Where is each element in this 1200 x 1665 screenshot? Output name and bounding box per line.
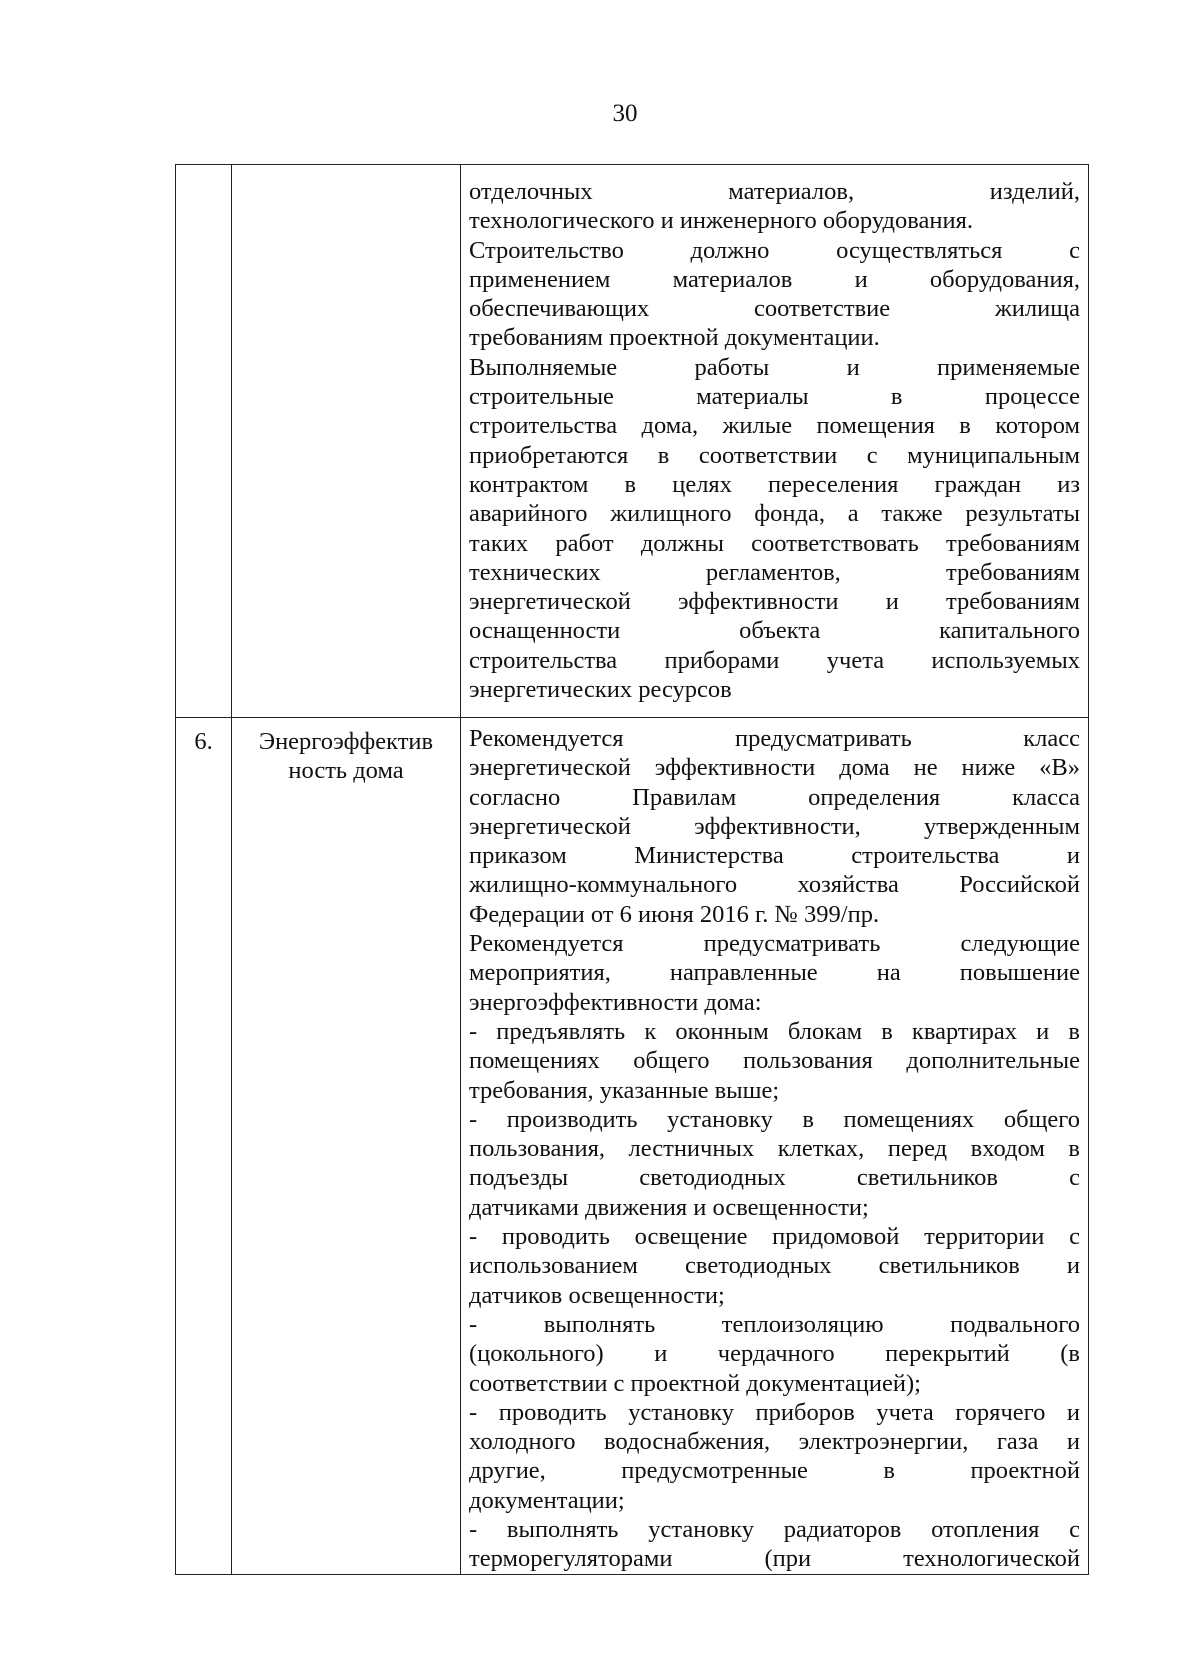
text-line: мероприятия, направленные на повышение: [469, 959, 1080, 987]
text-line: приказом Министерства строительства и: [469, 842, 1080, 870]
text-line: помещениях общего пользования дополнительные: [469, 1047, 1080, 1075]
row-number-cell: 6.: [176, 718, 232, 1575]
text-line: Выполняемые работы и применяемые: [469, 353, 1080, 381]
text-line: - производить установку в помещениях общего: [469, 1105, 1080, 1133]
table-row: [176, 718, 1089, 1575]
text-line: другие, предусмотренные в проектной: [469, 1457, 1080, 1485]
text-line: датчиков освещенности;: [469, 1281, 725, 1309]
text-line: - выполнять установку радиаторов отопления с: [469, 1516, 1080, 1544]
text-line: Федерации от 6 июня 2016 г. № 399/пр.: [469, 900, 880, 928]
text-line: Рекомендуется предусматривать класс: [469, 725, 1080, 752]
text-line: датчиками движения и освещенности;: [469, 1193, 869, 1221]
text-line: - предъявлять к оконным блокам в квартирах и в: [469, 1017, 1080, 1045]
text-line: (цокольного) и чердачного перекрытий (в: [469, 1340, 1080, 1368]
text-line: терморегуляторами (при технологической: [469, 1545, 1080, 1573]
text-line: - проводить установку приборов учета горячего и: [469, 1398, 1080, 1426]
text-line: документации;: [469, 1486, 625, 1514]
row-name-cell: [232, 718, 461, 1575]
text-line: таких работ должны соответствовать требованиям: [469, 529, 1080, 557]
text-line: обеспечивающих соответствие жилища: [469, 295, 1080, 323]
text-line: строительства приборами учета используемых: [469, 646, 1080, 674]
text-line: энергетической эффективности и требованиям: [469, 588, 1080, 616]
text-line: Строительство должно осуществляться с: [469, 236, 1080, 264]
text-line: Рекомендуется предусматривать следующие: [469, 930, 1080, 958]
text-line: приобретаются в соответствии с муниципальным: [469, 441, 1080, 469]
text-line: пользования, лестничных клетках, перед входом в: [469, 1135, 1080, 1163]
text-line: технических регламентов, требованиям: [469, 558, 1080, 586]
text-line: контрактом в целях переселения граждан из: [469, 470, 1080, 498]
text-line: соответствии с проектной документацией);: [469, 1369, 921, 1397]
text-line: подъезды светодиодных светильников с: [469, 1164, 1080, 1192]
row-text-cell: [461, 718, 1089, 1575]
row-number-cell: [176, 165, 232, 718]
page-number: 30: [612, 100, 638, 127]
row-name-line: ность дома: [288, 757, 404, 785]
text-line: энергетической эффективности, утвержденным: [469, 812, 1080, 840]
row-name-cell: [232, 165, 461, 718]
text-line: аварийного жилищного фонда, а также результаты: [469, 500, 1080, 528]
text-line: - выполнять теплоизоляцию подвального: [469, 1310, 1080, 1338]
text-line: согласно Правилам определения класса: [469, 783, 1080, 811]
text-line: применением материалов и оборудования,: [469, 265, 1080, 293]
text-line: жилищно-коммунального хозяйства Российской: [469, 871, 1080, 899]
text-line: - проводить освещение придомовой территории с: [469, 1223, 1080, 1251]
row-text-cell: [461, 165, 1089, 718]
text-line: отделочных материалов, изделий,: [469, 178, 1080, 205]
text-line: холодного водоснабжения, электроэнергии, газа и: [469, 1428, 1080, 1456]
text-line: энергетических ресурсов: [469, 676, 732, 704]
text-line: технологического и инженерного оборудования.: [469, 207, 973, 235]
row-name-line: Энергоэффектив: [258, 728, 434, 755]
text-line: энергетической эффективности дома не ниже «В»: [469, 754, 1080, 782]
text-line: энергоэффективности дома:: [469, 988, 762, 1016]
text-line: требованиям проектной документации.: [469, 324, 880, 352]
table-row: [176, 165, 1089, 718]
text-line: строительства дома, жилые помещения в котором: [469, 412, 1080, 440]
requirements-table: [175, 164, 1089, 1575]
text-line: требования, указанные выше;: [469, 1076, 780, 1104]
text-line: оснащенности объекта капитального: [469, 617, 1080, 645]
text-line: строительные материалы в процессе: [469, 383, 1080, 411]
text-line: использованием светодиодных светильников и: [469, 1252, 1080, 1280]
